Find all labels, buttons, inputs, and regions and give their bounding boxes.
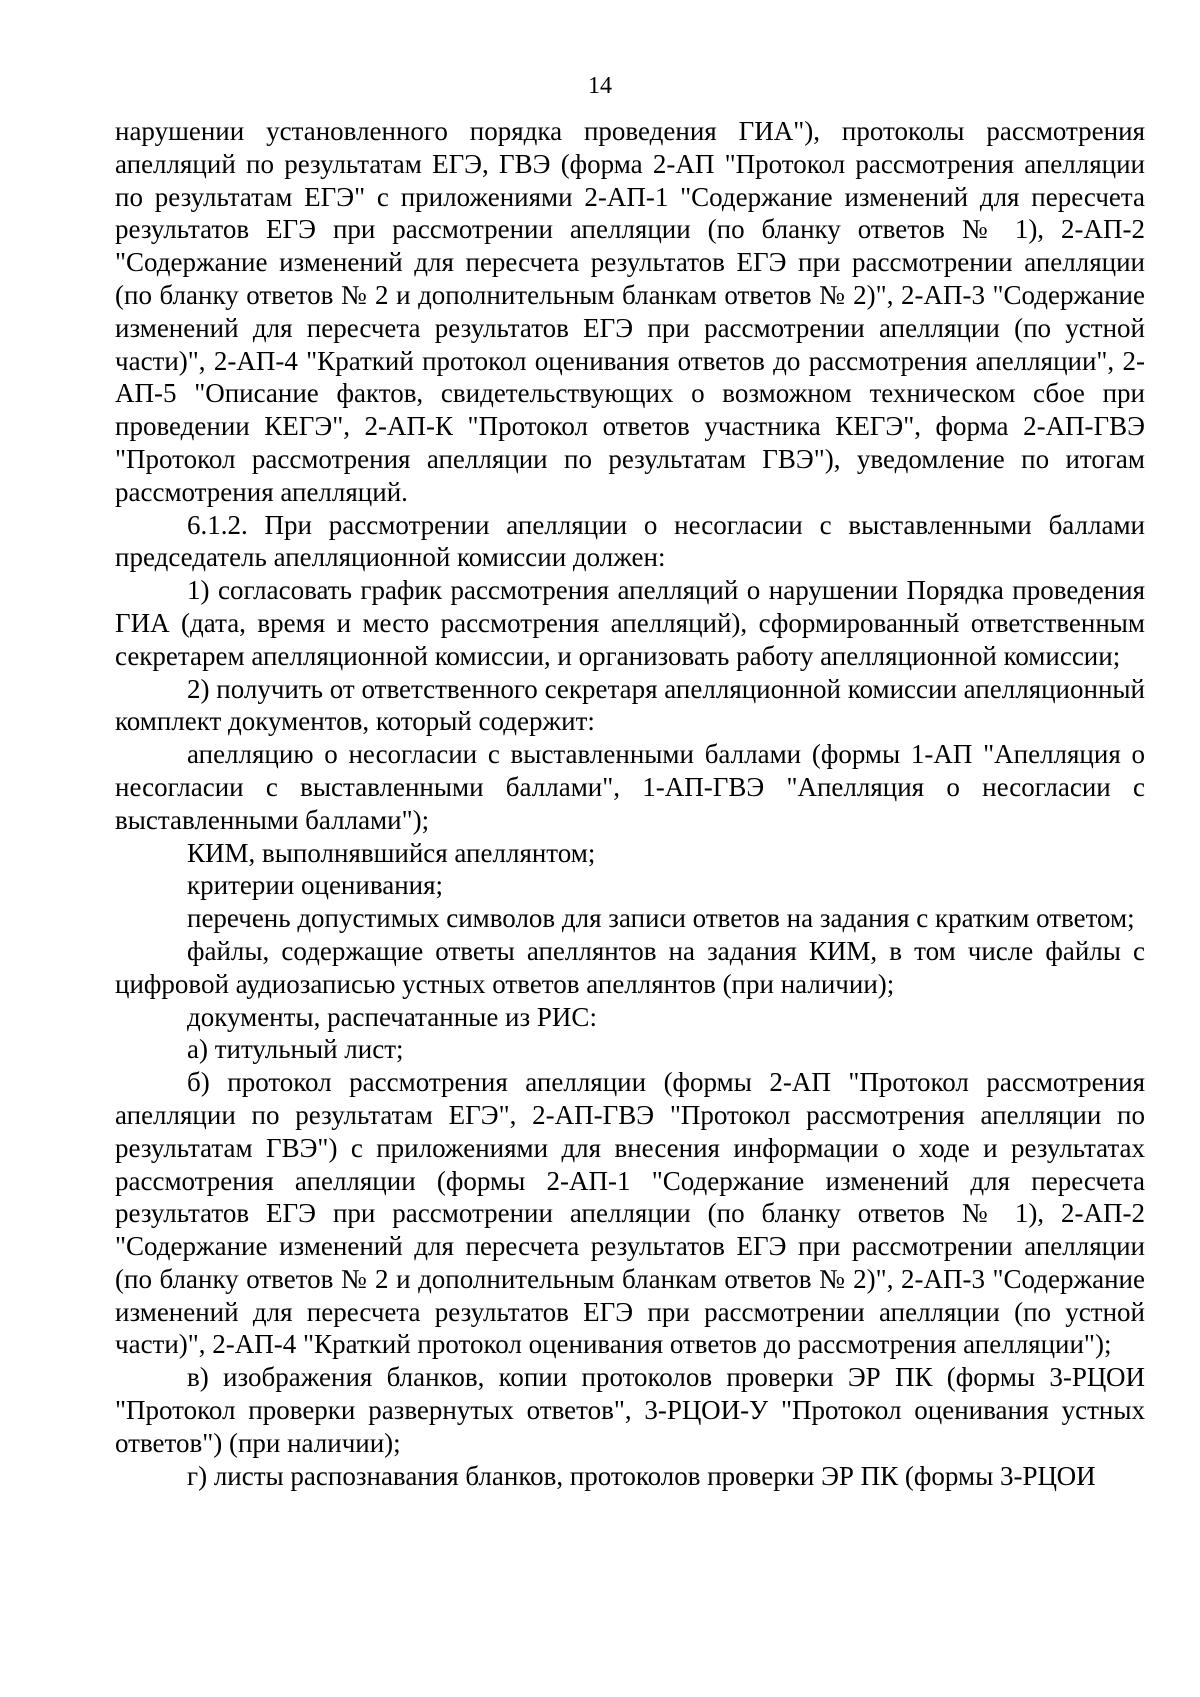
kit-item-appeal: апелляцию о несогласии с выставленными баллами (формы 1-АП "Апелляция о несогласии с выставленными баллами", 1-АП-ГВЭ "Апелляция о несогласии с выставленными баллами"); bbox=[115, 739, 1145, 835]
list-item-2-receive-kit: 2) получить от ответственного секретаря апелляционной комиссии апелляционный комплект документов, который содержит: bbox=[115, 673, 1145, 737]
kit-item-symbols: перечень допустимых символов для записи ответов на задания с кратким ответом; bbox=[187, 903, 1135, 934]
subitem-v-images: в) изображения бланков, копии протоколов проверки ЭР ПК (формы 3-РЦОИ "Протокол проверки развернутых ответов", 3-РЦОИ-У "Протокол оценивания устных ответов") (при наличии); bbox=[115, 1362, 1145, 1458]
subitem-b-protocol: б) протокол рассмотрения апелляции (формы 2-АП "Протокол рассмотрения апелляции по результатам ЕГЭ", 2-АП-ГВЭ "Протокол рассмотрения апелляции по результатам ГВЭ") с приложениями для внесения информации о ходе и результатах рассмотрения апелляции (формы 2-АП-1 "Содержание изменений для пересчета результатов ЕГЭ при рассмотрении апелляции (по бланку ответов № 1), 2-АП-2 "Содержание изменений для пересчета результатов ЕГЭ при рассмотрении апелляции (по бланку ответов № 2 и дополнительным бланкам ответов № 2)", 2-АП-3 "Содержание изменений для пересчета результатов ЕГЭ при рассмотрении апелляции (по устной части)", 2-АП-4 "Краткий протокол оценивания ответов до рассмотрения апелляции"); bbox=[115, 1067, 1145, 1360]
subitem-g-recognition-sheets: г) листы распознавания бланков, протоколов проверки ЭР ПК (формы 3-РЦОИ bbox=[187, 1460, 1096, 1491]
list-item-1-schedule: 1) согласовать график рассмотрения апелляций о нарушении Порядка проведения ГИА (дата, время и место рассмотрения апелляций), сформированный ответственным секретарем апелляционной комиссии, и организовать работу апелляционной комиссии; bbox=[115, 575, 1145, 671]
body-text bbox=[115, 115, 1145, 1492]
paragraph-6-1-2: 6.1.2. При рассмотрении апелляции о несогласии с выставленными баллами председатель апелляционной комиссии должен: bbox=[115, 509, 1145, 573]
page-number: 14 bbox=[588, 73, 612, 99]
kit-item-ris-documents: документы, распечатанные из РИС: bbox=[187, 1001, 597, 1032]
kit-item-criteria: критерии оценивания; bbox=[187, 870, 444, 901]
paragraph-protocols-list: нарушении установленного порядка проведения ГИА"), протоколы рассмотрения апелляций по результатам ЕГЭ, ГВЭ (форма 2-АП "Протокол рассмотрения апелляции по результатам ЕГЭ" с приложениями 2-АП-1 "Содержание изменений для пересчета результатов ЕГЭ при рассмотрении апелляции (по бланку ответов № 1), 2-АП-2 "Содержание изменений для пересчета результатов ЕГЭ при рассмотрении апелляции (по бланку ответов № 2 и дополнительным бланкам ответов № 2)", 2-АП-3 "Содержание изменений для пересчета результатов ЕГЭ при рассмотрении апелляции (по устной части)", 2-АП-4 "Краткий протокол оценивания ответов до рассмотрения апелляции", 2-АП-5 "Описание фактов, свидетельствующих о возможном техническом сбое при проведении КЕГЭ", 2-АП-К "Протокол ответов участника КЕГЭ", форма 2-АП-ГВЭ "Протокол рассмотрения апелляции по результатам ГВЭ"), уведомление по итогам рассмотрения апелляций. bbox=[115, 116, 1145, 507]
subitem-a-title-page: а) титульный лист; bbox=[187, 1034, 404, 1065]
kit-item-kim: КИМ, выполнявшийся апеллянтом; bbox=[187, 837, 596, 868]
kit-item-files: файлы, содержащие ответы апеллянтов на задания КИМ, в том числе файлы с цифровой аудиозаписью устных ответов апеллянтов (при наличии); bbox=[115, 935, 1145, 999]
